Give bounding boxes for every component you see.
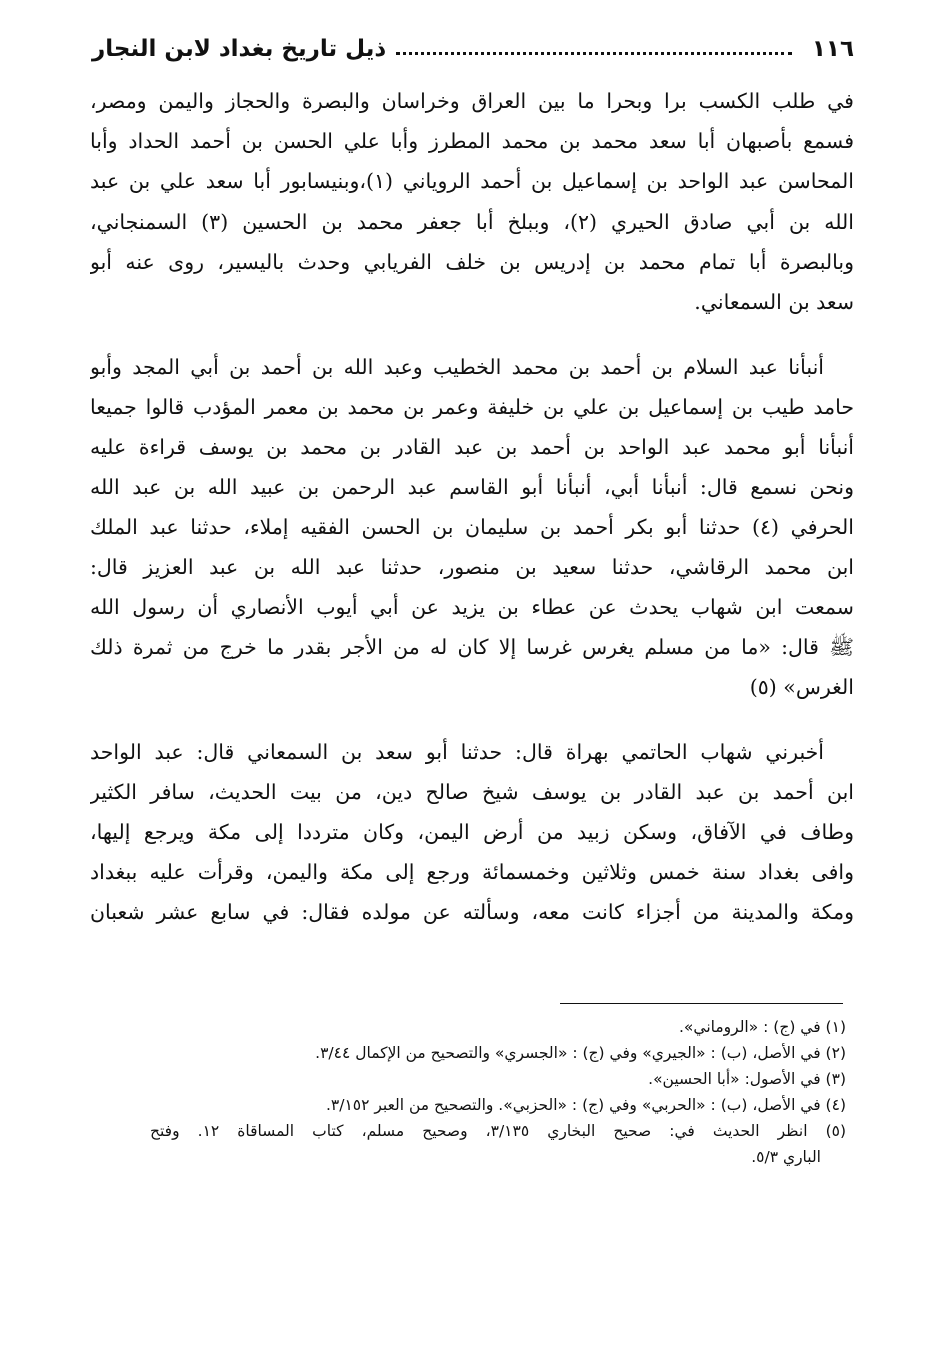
text-line: ابن أحمد بن عبد القادر بن يوسف شيخ صالح دين، من بيت الحديث، سافر الكثير (90, 780, 854, 804)
text-line: ومكة والمدينة من أجزاء كانت معه، وسألته عن مولده فقال: في سابع عشر شعبان (90, 900, 854, 924)
footnote: (٤) في الأصل، (ب) : «الحربي» وفي (ج) : «الحزبي». والتصحيح من العبر ٣/١٥٢. (325, 1096, 846, 1114)
header-dotted-leader (396, 52, 792, 55)
footnote-continuation: الباري ٥/٣. (751, 1148, 821, 1166)
book-title: ذيل تاريخ بغداد لابن النجار (92, 36, 387, 62)
text-line: وبالبصرة أبا تمام محمد بن إدريس بن خلف الفريابي وحدث باليسير، روى عنه أبو (90, 250, 854, 274)
text-line: ابن محمد الرقاشي، حدثنا سعيد بن منصور، حدثنا عبد الله بن عبد العزيز قال: (90, 555, 854, 579)
text-line: سمعت ابن شهاب يحدث عن عطاء بن يزيد عن أبي أيوب الأنصاري أن رسول الله (90, 595, 854, 619)
text-line: أنبأنا عبد السلام بن أحمد بن محمد الخطيب وعبد الله بن أحمد بن أبي المجد وأبو (90, 355, 824, 379)
text-line: في طلب الكسب برا وبحرا ما بين العراق وخراسان والبصرة والحجاز واليمن ومصر، (90, 89, 854, 113)
running-header (92, 32, 854, 66)
text-line: ﷺ قال: «ما من مسلم يغرس غرسا إلا كان له من الأجر بقدر ما خرج من ثمرة ذلك (90, 635, 854, 659)
text-line: الله بن أبي صادق الحيري (٢)، وببلخ أبا جعفر محمد بن الحسين (٣) السمنجاني، (90, 210, 854, 234)
text-line: حامد طيب بن إسماعيل بن علي بن خليفة وعمر بن محمد بن معمر المؤدب قالوا جميعا (90, 395, 854, 419)
footnote: (٥) انظر الحديث في: صحيح البخاري ٣/١٣٥، وصحيح مسلم، كتاب المساقاة ١٢. وفتح (150, 1122, 846, 1140)
footnote: (٢) في الأصل، (ب) : «الجيري» وفي (ج) : «الجسري» والتصحيح من الإكمال ٣/٤٤. (315, 1044, 846, 1062)
text-line: وطاف في الآفاق، وسكن زبيد من أرض اليمن، وكان مترددا إلى مكة ويرجع إليها، (90, 820, 854, 844)
text-line: أنبأنا أبو محمد عبد الواحد بن أحمد بن عبد القادر بن محمد بن يوسف قراءة عليه (90, 435, 854, 459)
text-line: الغرس» (٥) (749, 675, 854, 699)
text-line: الحرفي (٤) حدثنا أبو بكر أحمد بن سليمان بن الحسن الفقيه إملاء، حدثنا عبد الملك (90, 515, 854, 539)
footnote-separator (560, 1003, 843, 1004)
text-line: أخبرني شهاب الحاتمي بهراة قال: حدثنا أبو سعد بن السمعاني قال: عبد الواحد (90, 740, 824, 764)
text-line: وافى بغداد سنة خمس وثلاثين وخمسمائة ورجع إلى مكة واليمن، وقرأت عليه ببغداد (90, 860, 854, 884)
footnote: (٣) في الأصول: «أبا الحسين». (648, 1070, 846, 1088)
text-line: سعد بن السمعاني. (694, 290, 854, 314)
text-line: المحاسن عبد الواحد بن إسماعيل بن أحمد الروياني (١)،وبنيسابور أبا سعد علي بن عبد (90, 169, 854, 193)
text-line: ونحن نسمع قال: أنبأنا أبي، أنبأنا أبو القاسم عبد الرحمن بن عبيد الله بن عبد الله (90, 475, 854, 499)
page-number: ١١٦ (811, 36, 854, 62)
text-line: فسمع بأصبهان أبا سعد محمد بن محمد المطرز وأبا علي الحسن بن أحمد الحداد وأبا (90, 129, 854, 153)
footnote: (١) في (ج) : «الروماني». (678, 1018, 846, 1036)
